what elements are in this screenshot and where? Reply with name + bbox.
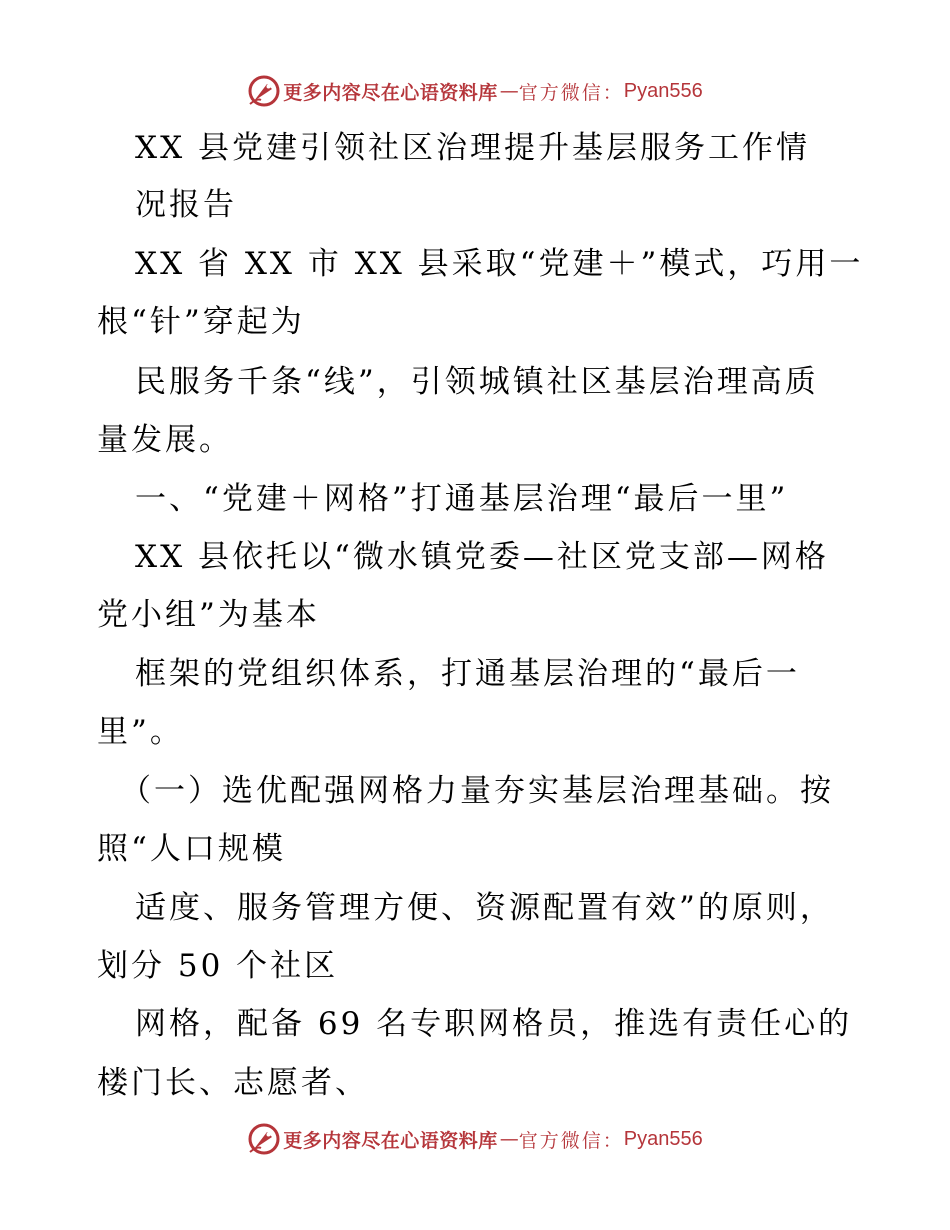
doc-subsection-heading: （一）选优配强网格力量夯实基层治理基础。按 (120, 773, 834, 809)
pen-nib-logo-icon (247, 74, 281, 108)
banner-wechat-id: Pyan556 (623, 1127, 703, 1150)
banner-separator: — (499, 1128, 517, 1150)
doc-text-line: 楼门长、志愿者、 (97, 1065, 369, 1101)
doc-text-line: 党小组”为基本 (97, 597, 320, 633)
banner-brand-text: 更多内容尽在心语资料库 (283, 81, 498, 104)
doc-text-line: 框架的党组织体系，打通基层治理的“最后一 (135, 656, 800, 692)
doc-text-line: XX 县依托以“微水镇党委—社区党支部—网格 (135, 539, 829, 575)
doc-text-line: 根“针”穿起为 (97, 304, 305, 340)
doc-text-line: 量发展。 (97, 422, 233, 458)
doc-title-line-2: 况报告 (135, 187, 237, 223)
footer-watermark-banner (0, 1119, 950, 1159)
doc-text-line: 网格，配备 69 名专职网格员，推选有责任心的 (135, 1006, 853, 1042)
banner-wechat-id: Pyan556 (623, 79, 703, 102)
doc-section-heading: 一、“党建＋网格”打通基层治理“最后一里” (135, 481, 789, 517)
banner-wechat-label: 官方微信： (518, 81, 624, 104)
pen-nib-logo-icon (247, 1122, 281, 1156)
doc-text-line: 划分 50 个社区 (97, 948, 339, 984)
doc-text-line: 里”。 (97, 714, 184, 750)
doc-title-line-1: XX 县党建引领社区治理提升基层服务工作情 (135, 130, 810, 166)
banner-separator: — (499, 80, 517, 102)
doc-text-line: 民服务千条“线”，引领城镇社区基层治理高质 (135, 364, 819, 400)
banner-brand-text: 更多内容尽在心语资料库 (283, 1129, 498, 1152)
banner-wechat-label: 官方微信： (518, 1129, 624, 1152)
header-watermark-banner (0, 71, 950, 111)
doc-text-line: 照“人口规模 (97, 831, 286, 867)
doc-text-line: 适度、服务管理方便、资源配置有效”的原则， (135, 890, 834, 926)
doc-text-line: XX 省 XX 市 XX 县采取“党建＋”模式，巧用一 (135, 246, 864, 282)
